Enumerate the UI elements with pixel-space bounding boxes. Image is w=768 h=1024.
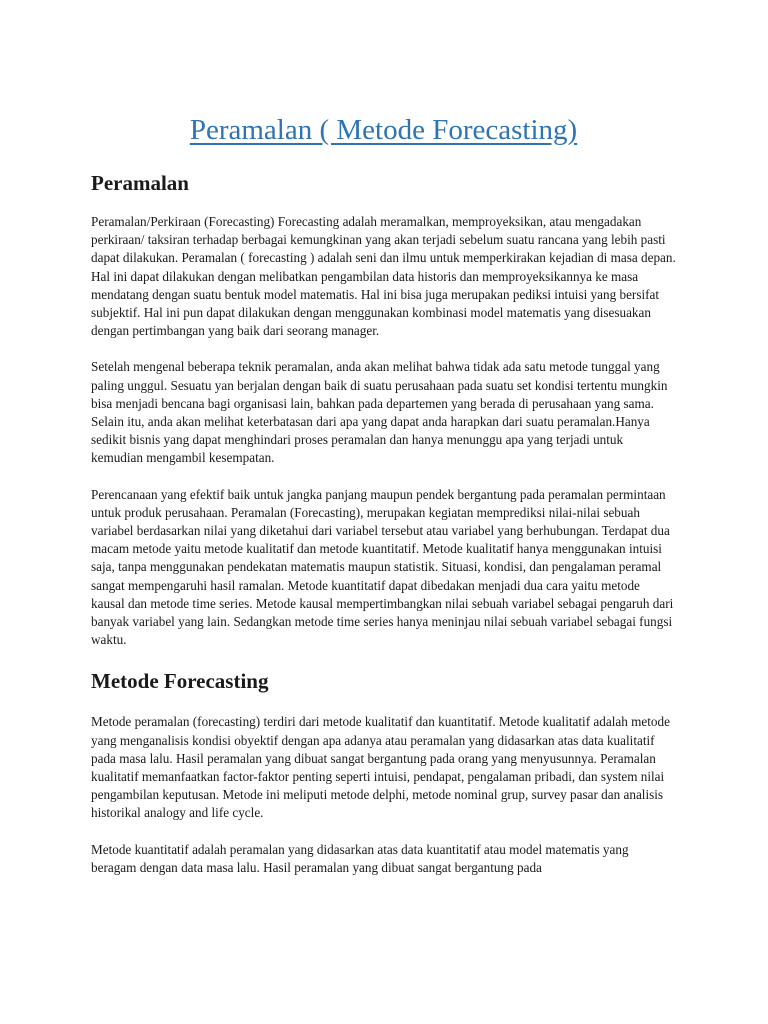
section-heading: Peramalan bbox=[91, 171, 189, 195]
document-title-link[interactable]: Peramalan ( Metode Forecasting) bbox=[189, 114, 578, 146]
section-peramalan bbox=[91, 169, 676, 649]
paragraph: Metode peramalan (forecasting) terdiri dari metode kualitatif dan kuantitatif. Metode kualitatif adalah metode yang menganalisis kondisi obyektif dengan apa adanya atau peramalan yang didasarkan atas data kualitatif pada masa lalu. Hasil peramalan yang dibuat sangat bergantung pada orang yang menyusunnya. Peramalan kualitatif memanfaatkan factor-faktor penting seperti intuisi, pendapat, pengalaman pribadi, dan system nilai pengambilan keputusan. Metode ini meliputi metode delphi, metode nominal grup, survey pasar dan analisis historikal analogy and life cycle. bbox=[91, 714, 670, 821]
document-title bbox=[91, 0, 676, 148]
paragraph: Metode kuantitatif adalah peramalan yang didasarkan atas data kuantitatif atau model matematis yang beragam dengan data masa lalu. Hasil peramalan yang dibuat sangat bergantung pada bbox=[91, 841, 629, 875]
paragraph: Peramalan/Perkiraan (Forecasting) Forecasting adalah meramalkan, memproyeksikan, atau mengadakan perkiraan/ taksiran terhadap berbagai kemungkinan yang akan terjadi sebelum suatu rancana yang lebih pasti dapat dilakukan. Peramalan ( forecasting ) adalah seni dan ilmu untuk memperkirakan kejadian di masa depan. Hal ini dapat dilakukan dengan melibatkan pengambilan data historis dan memproyeksikannya ke masa mendatang dengan suatu bentuk model matematis. Hal ini bisa juga merupakan pediksi intuisi yang bersifat subjektif. Hal ini pun dapat dilakukan dengan menggunakan kombinasi model matematis yang disesuakan dengan pertimbangan yang baik dari seorang manager. bbox=[91, 214, 676, 339]
paragraph: Perencanaan yang efektif baik untuk jangka panjang maupun pendek bergantung pada peramalan permintaan untuk produk perusahaan. Peramalan (Forecasting), merupakan kegiatan memprediksi nilai-nilai sebuah variabel berdasarkan nilai yang diketahui dari variabel tersebut atau variabel yang berhubungan. Terdapat dua macam metode yaitu metode kualitatif dan metode kuantitatif. Metode kualitatif hanya menggunakan intuisi saja, tanpa menggunakan pendekatan matematis maupun statistik. Situasi, kondisi, dan pengalaman peramal sangat mempengaruhi hasil ramalan. Metode kuantitatif dapat dibedakan menjadi dua cara yaitu metode kausal dan metode time series. Metode kausal mempertimbangkan nilai sebuah variabel sebagai pengaruh dari banyak variabel yang lain. Sedangkan metode time series hanya meninjau nilai sebuah variabel sebagai fungsi waktu. bbox=[91, 486, 674, 648]
paragraph: Setelah mengenal beberapa teknik peramalan, anda akan melihat bahwa tidak ada satu metode tunggal yang paling unggul. Sesuatu yan berjalan dengan baik di suatu perusahaan pada suatu set kondisi tertentu mungkin bisa menjadi bencana bagi organisasi lain, bahkan pada departemen yang berada di perusahaan yang sama. Selain itu, anda akan melihat keterbatasan dari apa yang dapat anda harapkan dari suatu peramalan.Hanya sedikit bisnis yang dapat menghindari proses peramalan dan hanya menunggu apa yang terjadi untuk kemudian mengambil kesempatan. bbox=[91, 359, 668, 466]
section-heading: Metode Forecasting bbox=[91, 669, 269, 694]
section-metode-forecasting bbox=[91, 667, 676, 877]
